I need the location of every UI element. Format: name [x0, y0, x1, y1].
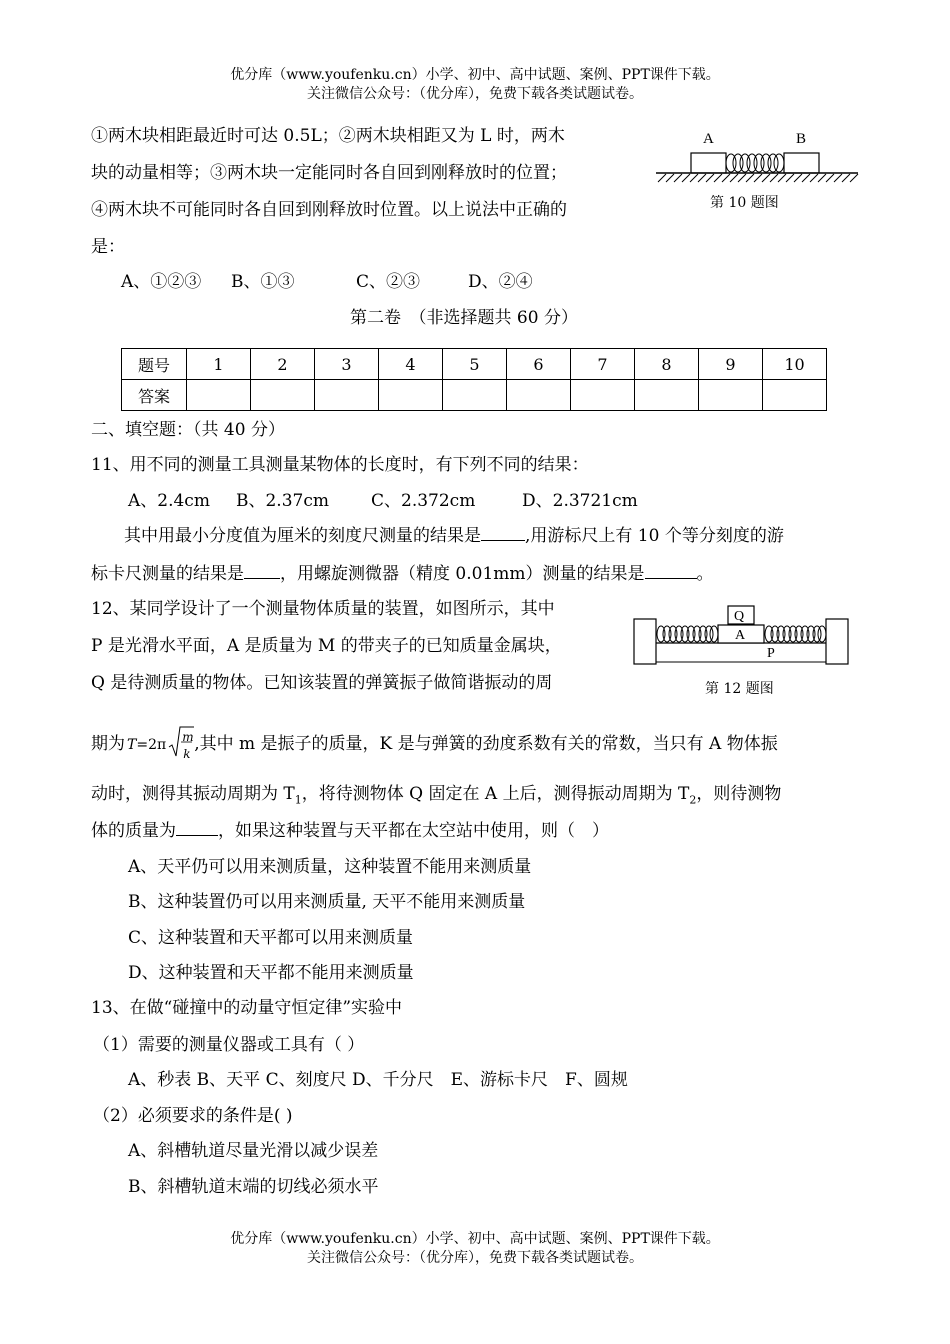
figure-12-caption: 第 12 题图	[705, 681, 774, 697]
answer-cell-1[interactable]	[187, 380, 251, 411]
section-2-title: 第二卷 （非选择题共 60 分）	[350, 308, 578, 328]
q12-line-6b: ，如果这种装置与天平都在太空站中使用，则（ ）	[218, 821, 609, 841]
figure-12-label-q: Q	[734, 609, 745, 624]
q11-blank-1[interactable]	[481, 524, 525, 541]
header-line-1: 优分库（www.youfenku.cn）小学、初中、高中试题、案例、PPT课件下载。	[230, 67, 720, 83]
table-col-9: 9	[699, 349, 763, 380]
figure-12-label-p: P	[767, 646, 775, 661]
q12-line-5c: ，则待测物	[696, 784, 782, 804]
q12-text-2: P 是光滑水平面，A 是质量为 M 的带夹子的已知质量金属块，	[91, 636, 562, 656]
q11-line-1b: ,用游标尺上有 10 个等分刻度的游	[525, 526, 784, 546]
q12-line-5b: ，将待测物体 Q 固定在 A 上后，测得振动周期为 T	[301, 784, 690, 804]
q13-part-2-option-a: A、斜槽轨道尽量光滑以减少误差	[128, 1141, 379, 1161]
formula-t: T	[127, 737, 137, 753]
answer-cell-8[interactable]	[635, 380, 699, 411]
q12-line-4	[91, 729, 778, 761]
table-col-2: 2	[251, 349, 315, 380]
q12-line-6	[91, 819, 609, 843]
q12-option-d: D、这种装置和天平都不能用来测质量	[128, 963, 414, 983]
q12-line-5a: 动时，测得其振动周期为 T	[91, 784, 295, 804]
figure-12-diagram	[630, 602, 852, 668]
footer-line-2: 关注微信公众号：（优分库），免费下载各类试题试卷。	[307, 1250, 643, 1266]
q11-blank-2[interactable]	[244, 562, 280, 579]
answer-cell-2[interactable]	[251, 380, 315, 411]
q11-blank-3[interactable]	[645, 562, 697, 579]
figure-10-label-b: B	[796, 131, 807, 147]
answer-cell-7[interactable]	[571, 380, 635, 411]
q10-option-d: D、②④	[468, 272, 533, 292]
answer-cell-6[interactable]	[507, 380, 571, 411]
table-col-7: 7	[571, 349, 635, 380]
q10-option-b: B、①③	[231, 272, 295, 292]
formula-sqrt	[168, 729, 194, 761]
table-col-3: 3	[315, 349, 379, 380]
q11-option-c: C、2.372cm	[371, 491, 476, 511]
q13-part-2: （2）必须要求的条件是( )	[93, 1106, 293, 1126]
table-head-answer: 答案	[122, 380, 187, 411]
spring-left	[657, 626, 718, 642]
q12-line-4b: ,其中 m 是振子的质量，K 是与弹簧的劲度系数有关的常数，当只有 A 物体振	[194, 734, 778, 754]
q11-line-1a: 其中用最小分度值为厘米的刻度尺测量的结果是	[124, 526, 481, 546]
q12-line-4a: 期为	[91, 734, 125, 754]
answer-cell-9[interactable]	[699, 380, 763, 411]
q13-part-1-options: A、秒表 B、天平 C、刻度尺 D、千分尺 E、游标卡尺 F、圆规	[128, 1070, 628, 1090]
q10-text-4: 是：	[91, 237, 125, 257]
q12-sub-2: 2	[689, 793, 697, 807]
q12-option-b: B、这种装置仍可以用来测质量, 天平不能用来测质量	[128, 892, 526, 912]
q12-sub-1: 1	[294, 793, 302, 807]
header-line-2: 关注微信公众号：（优分库），免费下载各类试题试卷。	[307, 86, 643, 102]
left-wall	[634, 619, 656, 664]
q11-line-2	[91, 562, 714, 586]
q10-text-1: ①两木块相距最近时可达 0.5L；②两木块相距又为 L 时，两木	[91, 126, 565, 146]
table-col-1: 1	[187, 349, 251, 380]
table-col-8: 8	[635, 349, 699, 380]
q10-text-2: 块的动量相等；③两木块一定能同时各自回到刚释放时的位置；	[91, 163, 567, 183]
q10-option-c: C、②③	[356, 272, 421, 292]
right-wall	[826, 619, 848, 664]
formula-m: m	[182, 729, 194, 744]
q11-option-a: A、2.4cm	[128, 491, 210, 511]
q12-blank[interactable]	[176, 819, 218, 836]
table-col-6: 6	[507, 349, 571, 380]
q11-option-b: B、2.37cm	[236, 491, 329, 511]
figure-10-caption: 第 10 题图	[710, 195, 779, 211]
q10-option-a: A、①②③	[121, 272, 202, 292]
q13-part-1: （1）需要的测量仪器或工具有（ ）	[93, 1035, 365, 1055]
formula-k: k	[183, 746, 191, 761]
q11-line-2a: 标卡尺测量的结果是	[91, 564, 244, 584]
formula-eq: =2π	[136, 737, 167, 753]
q12-option-c: C、这种装置和天平都可以用来测质量	[128, 928, 414, 948]
spring-10	[726, 154, 784, 172]
q11-stem: 11、用不同的测量工具测量某物体的长度时，有下列不同的结果：	[91, 455, 589, 475]
q11-option-d: D、2.3721cm	[522, 491, 638, 511]
q12-line-6a: 体的质量为	[91, 821, 176, 841]
answer-table	[121, 348, 827, 411]
spring-right	[765, 626, 826, 642]
q10-text-3: ④两木块不可能同时各自回到刚释放时位置。以上说法中正确的	[91, 200, 567, 220]
q11-line-2b: ，用螺旋测微器（精度 0.01mm）测量的结果是	[280, 564, 645, 584]
answer-cell-3[interactable]	[315, 380, 379, 411]
q12-text-3: Q 是待测质量的物体。已知该装置的弹簧振子做简谐振动的周	[91, 673, 553, 693]
figure-10-label-a: A	[703, 131, 714, 147]
table-head-number: 题号	[122, 349, 187, 380]
footer-line-1: 优分库（www.youfenku.cn）小学、初中、高中试题、案例、PPT课件下载。	[230, 1231, 720, 1247]
table-col-5: 5	[443, 349, 507, 380]
answer-cell-4[interactable]	[379, 380, 443, 411]
ground-hatch	[658, 174, 858, 182]
q12-option-a: A、天平仍可以用来测质量，这种装置不能用来测质量	[128, 857, 532, 877]
block-a	[691, 153, 726, 173]
q13-part-2-option-b: B、斜槽轨道末端的切线必须水平	[128, 1177, 379, 1197]
q12-line-5	[91, 782, 781, 812]
answer-cell-10[interactable]	[763, 380, 827, 411]
table-col-4: 4	[379, 349, 443, 380]
block-b	[784, 153, 819, 173]
figure-12-label-a: A	[735, 628, 746, 643]
q13-stem: 13、在做“碰撞中的动量守恒定律”实验中	[91, 998, 403, 1018]
answer-cell-5[interactable]	[443, 380, 507, 411]
figure-10-diagram	[652, 126, 862, 194]
q12-text-1: 12、某同学设计了一个测量物体质量的装置，如图所示，其中	[91, 599, 555, 619]
fill-section-title: 二、填空题：（共 40 分）	[91, 420, 285, 440]
q11-line-2c: 。	[696, 564, 714, 584]
q11-line-1	[124, 524, 784, 548]
table-col-10: 10	[763, 349, 827, 380]
